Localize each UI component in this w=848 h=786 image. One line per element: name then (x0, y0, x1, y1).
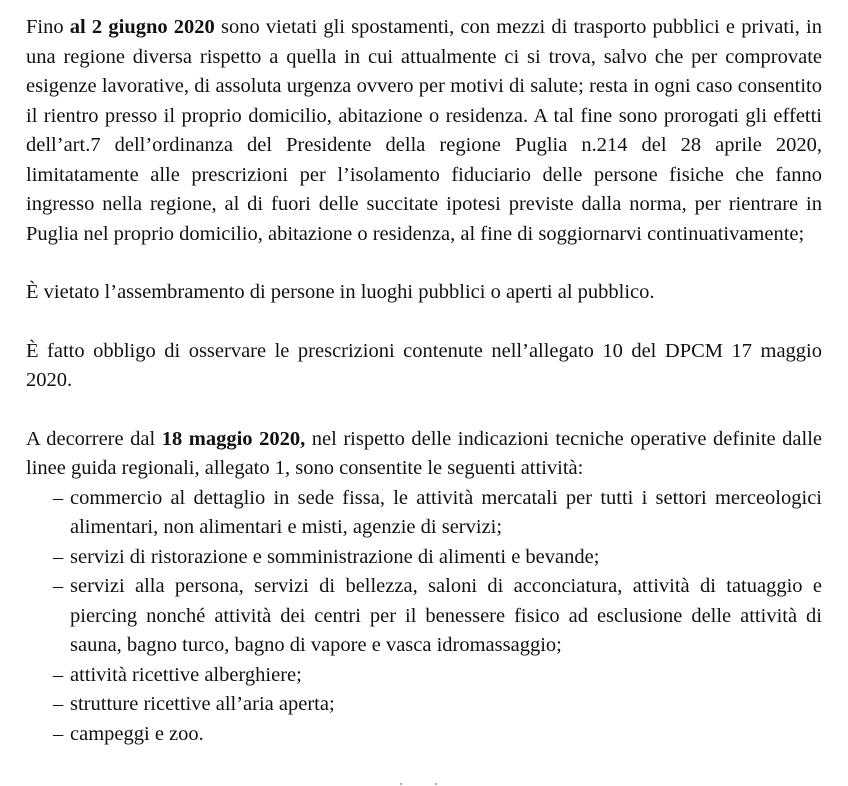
paragraph-4-prefix: A decorrere dal (26, 427, 162, 450)
list-dash: – (53, 486, 64, 509)
list-item (26, 572, 822, 661)
permitted-activities-list (26, 484, 822, 750)
paragraph-1-prefix: Fino (26, 16, 70, 38)
list-item-text: servizi alla persona, servizi di bellezza, saloni di acconciatura, attività di tatuaggio e piercing nonché attività dei centri per il benessere fisico ad esclusione delle attività di sauna, bagno turco, bagno di vapore e vasca idromassaggio; (70, 575, 822, 656)
paragraph-gathering-ban: È vietato l’assembramento di persone in luoghi pubblici o aperti al pubblico. (26, 281, 655, 303)
list-item-text: campeggi e zoo. (70, 722, 204, 745)
paragraph-dpcm-obligation: È fatto obbligo di osservare le prescrizioni contenute nell’allegato 10 del DPCM 17 maggio 2020. (26, 339, 822, 391)
document-page (26, 13, 822, 749)
list-item (26, 720, 822, 750)
paragraph-travel-restrictions (26, 13, 822, 249)
list-item (26, 543, 822, 573)
list-dash: – (53, 663, 64, 686)
paragraph-4-date: 18 maggio 2020, (161, 427, 306, 450)
paragraph-1-date: al 2 giugno 2020 (69, 16, 215, 38)
list-item-text: strutture ricettive all’aria aperta; (70, 693, 335, 715)
page-edge-mark (398, 775, 438, 785)
list-dash: – (53, 693, 64, 715)
paragraph-permitted-activities-intro (26, 425, 822, 484)
list-dash: – (53, 575, 64, 597)
list-dash: – (53, 722, 64, 745)
paragraph-1-text: sono vietati gli spostamenti, con mezzi di trasporto pubblici e privati, in una regione diversa rispetto a quella in cui attualmente ci si trova, salvo che per comprovate esigenze lavorative, di assoluta urgenza ovvero per motivi di salute; resta in ogni caso consentito il rientro presso il proprio domicilio, abitazione o residenza. A tal fine sono prorogati gli effetti dell’art.7 dell’ordinanza del Presidente della regione Puglia n.214 del 28 aprile 2020, limitatamente alle prescrizioni per l’isolamento fiduciario delle persone fisiche che fanno ingresso nella regione, al di fuori delle succitate ipotesi previste dalla norma, per rientrare in Puglia nel proprio domicilio, abitazione o residenza, al fine di soggiornarvi continuativamente; (26, 16, 822, 245)
list-item (26, 661, 822, 691)
list-item-text: commercio al dettaglio in sede fissa, le attività mercatali per tutti i settori merceologici alimentari, non alimentari e misti, agenzie di servizi; (70, 486, 822, 538)
list-item (26, 690, 822, 720)
list-item-text: attività ricettive alberghiere; (70, 663, 302, 686)
list-dash: – (53, 545, 64, 568)
list-item (26, 484, 822, 543)
list-item-text: servizi di ristorazione e somministrazione di alimenti e bevande; (70, 545, 600, 568)
paragraph-4-text: nel rispetto delle indicazioni tecniche operative definite dalle linee guida regionali, allegato 1, sono consentite le seguenti attività: (26, 427, 823, 479)
